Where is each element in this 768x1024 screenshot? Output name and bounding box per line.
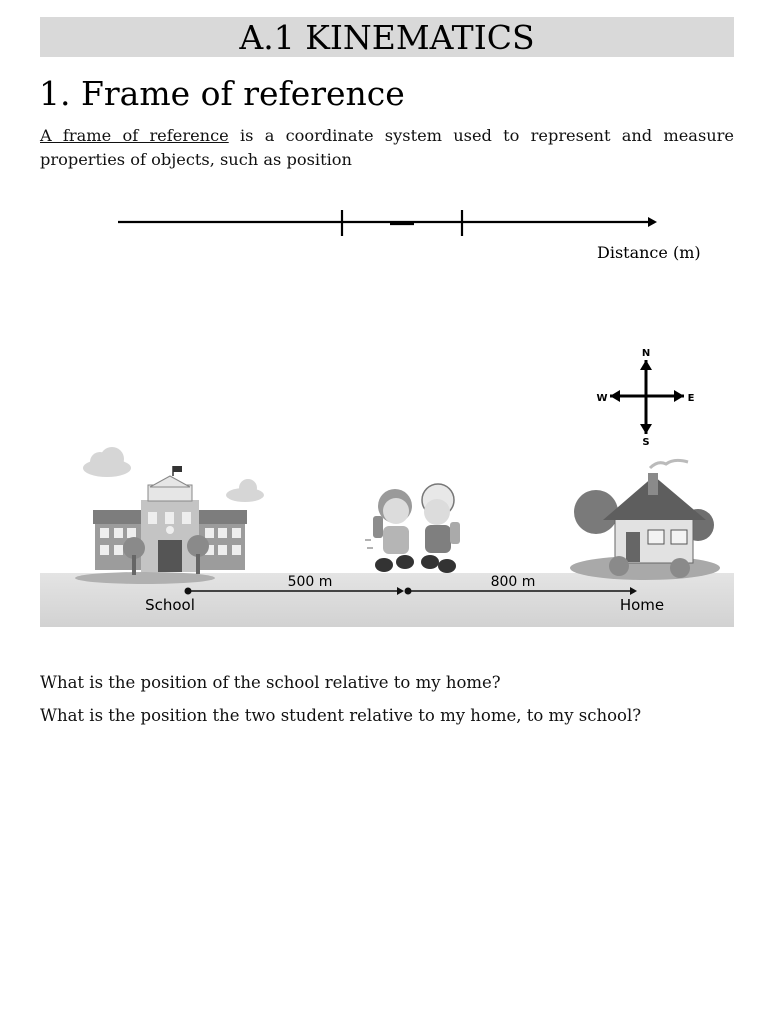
section-title: 1. Frame of reference xyxy=(39,74,405,113)
school-label: School xyxy=(145,596,195,614)
house-icon xyxy=(570,460,720,580)
number-line-arrowhead xyxy=(648,217,657,227)
compass-east-label: E xyxy=(687,393,695,404)
question-students-position: What is the position the two student relative to my home, to my school? xyxy=(40,706,642,725)
number-line xyxy=(100,198,680,240)
compass-west-label: W xyxy=(596,393,608,404)
definition-paragraph xyxy=(40,124,734,172)
compass-icon xyxy=(596,348,694,448)
school-marker xyxy=(185,588,192,595)
number-line-axis-label: Distance (m) xyxy=(597,243,701,262)
home-label: Home xyxy=(619,596,665,614)
school-home-illustration xyxy=(40,340,734,628)
compass-south-label: S xyxy=(642,437,650,448)
cloud-icon xyxy=(226,479,264,502)
header-title: A.1 KINEMATICS xyxy=(239,18,535,57)
question-school-position: What is the position of the school relative to my home? xyxy=(40,673,501,692)
school-building-icon xyxy=(75,466,247,584)
compass-north-label: N xyxy=(641,348,651,359)
definition-term: A frame of reference xyxy=(40,126,229,145)
distance-label-500m: 500 m xyxy=(287,574,333,590)
distance-label-800m: 800 m xyxy=(490,574,536,590)
document-header xyxy=(40,17,734,57)
cloud-icon xyxy=(83,447,131,477)
students-icon xyxy=(365,484,460,573)
definition-text: is a coordinate system used to represent and measure properties of objects, such as position xyxy=(40,126,734,169)
students-marker xyxy=(405,588,412,595)
